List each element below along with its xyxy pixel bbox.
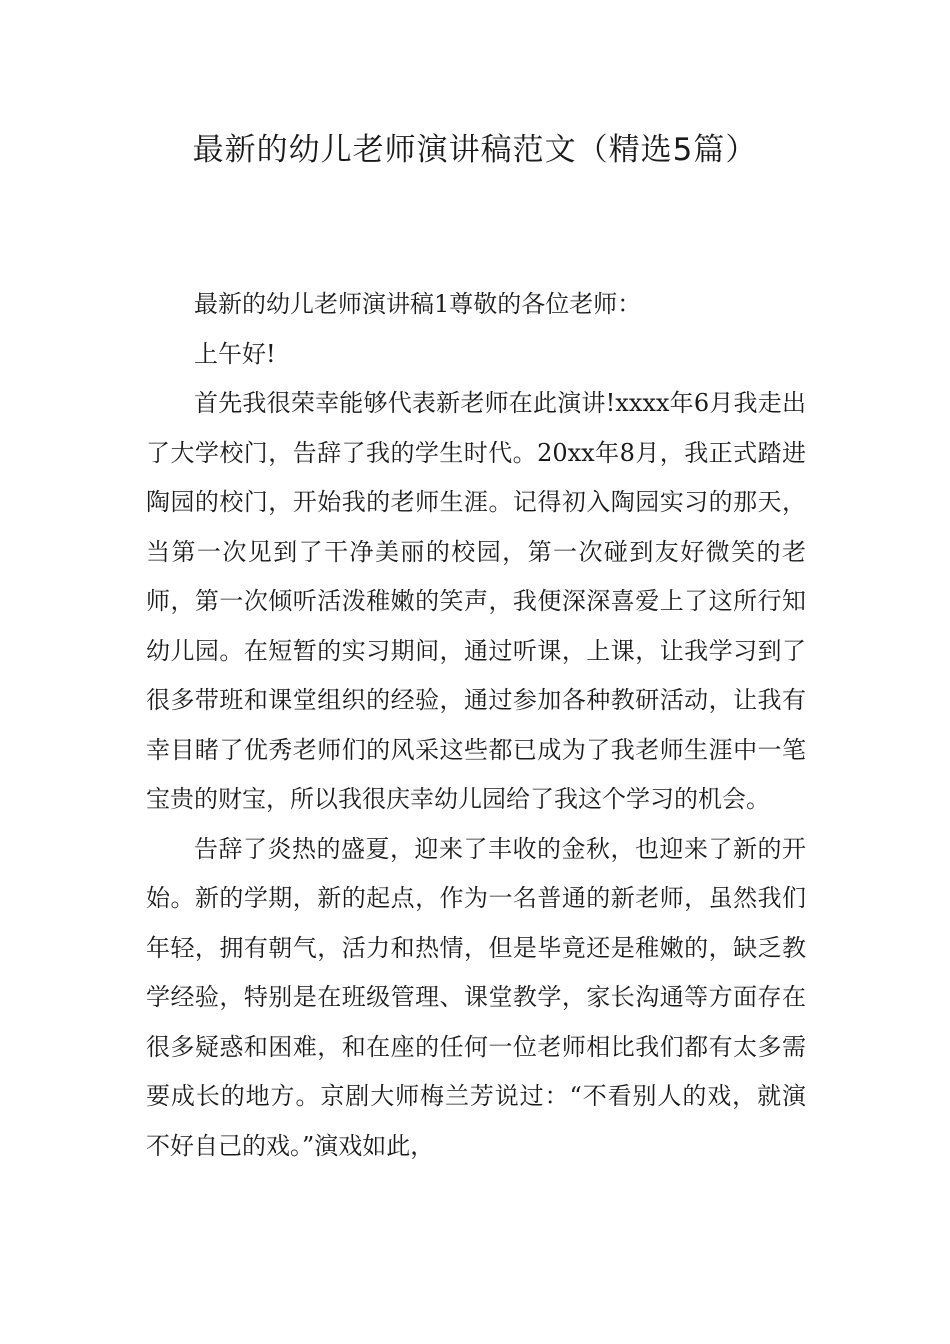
paragraph-greeting: 上午好! (194, 339, 276, 368)
document-body (146, 280, 806, 1171)
paragraph-introduction: 首先我很荣幸能够代表新老师在此演讲!xxxx年6月我走出了大学校门，告辞了我的学生时代。20xx年8月，我正式踏进陶园的校门，开始我的老师生涯。记得初入陶园实习的那天，当第一次见到了干净美丽的校园，第一次碰到友好微笑的老师，第一次倾听活泼稚嫩的笑声，我便深深喜爱上了这所行知幼儿园。在短暂的实习期间，通过听课，上课，让我学习到了很多带班和课堂组织的经验，通过参加各种教研活动，让我有幸目睹了优秀老师们的风采这些都已成为了我老师生涯中一笔宝贵的财宝，所以我很庆幸幼儿园给了我这个学习的机会。 (146, 389, 806, 813)
paragraph-new-beginning: 告辞了炎热的盛夏，迎来了丰收的金秋，也迎来了新的开始。新的学期，新的起点，作为一名普通的新老师，虽然我们年轻，拥有朝气，活力和热情，但是毕竟还是稚嫩的，缺乏教学经验，特别是在班级管理、课堂教学，家长沟通等方面存在很多疑惑和困难，和在座的任何一位老师相比我们都有太多需要成长的地方。京剧大师梅兰芳说过：“不看别人的戏，就演不好自己的戏。”演戏如此， (146, 834, 806, 1160)
paragraph-salutation: 最新的幼儿老师演讲稿1尊敬的各位老师： (194, 290, 642, 318)
document-title: 最新的幼儿老师演讲稿范文（精选5篇） (192, 132, 758, 168)
